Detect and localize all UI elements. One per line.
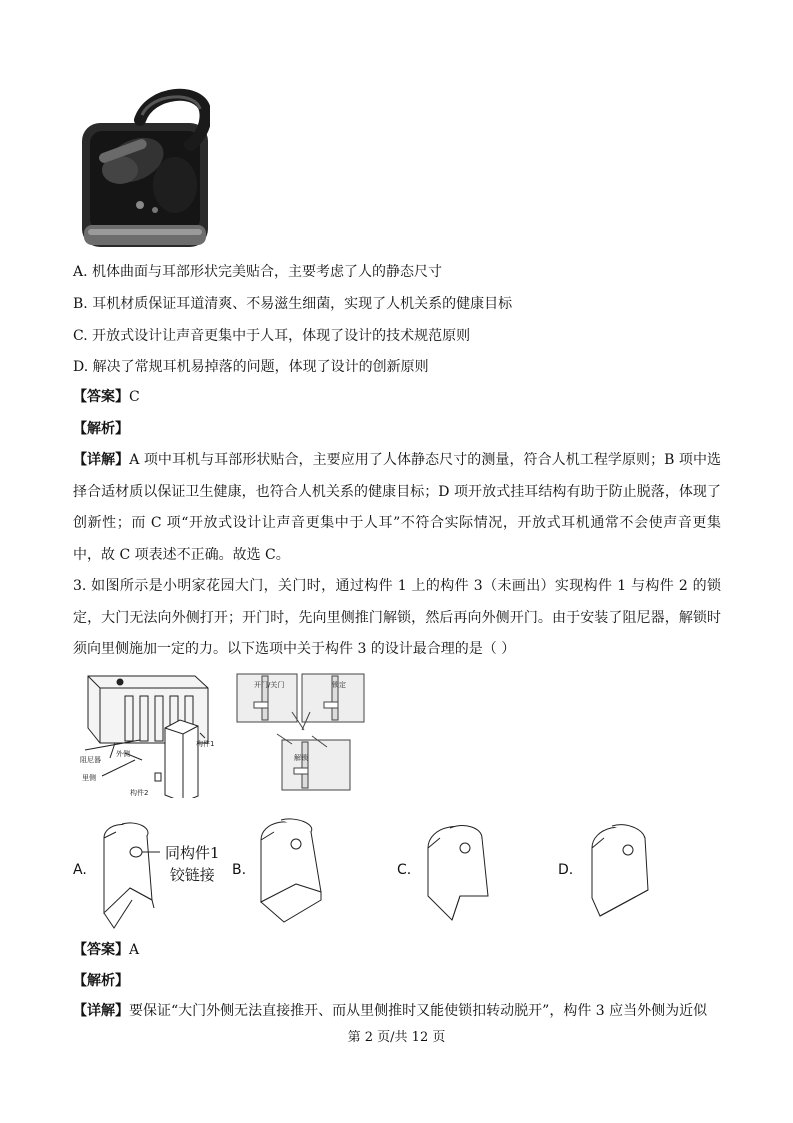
q3-option-a-label: A.: [73, 862, 87, 878]
answer-value: C: [129, 389, 140, 405]
label-inner: 里侧: [82, 774, 96, 782]
q3-option-c-shape: [420, 818, 495, 926]
option-c: C. 开放式设计让声音更集中于人耳，体现了设计的技术规范原则: [73, 328, 471, 344]
q3-option-d-label: D.: [558, 862, 574, 878]
detail-paragraph-q2: [73, 445, 721, 571]
label-outer: 外侧: [116, 750, 130, 758]
q3-option-c-label: C.: [397, 862, 412, 878]
option-a-note: [165, 842, 220, 886]
label-open-close: 开门/关门: [254, 681, 285, 689]
detail-text-q3: 要保证“大门外侧无法直接推开、而从里侧推时又能使锁扣转动脱开”，构件 3 应当外侧为近似: [129, 1003, 708, 1019]
analysis-tag-q3: 【解析】: [73, 973, 129, 989]
detail-row-q3: [73, 1001, 707, 1021]
gate-figure-left: [80, 668, 225, 798]
option-a-note-line2: 铰链接: [169, 866, 215, 884]
detail-tag: 【详解】: [73, 452, 130, 468]
label-lock: 锁定: [332, 681, 346, 689]
answer-tag: 【答案】: [73, 389, 129, 405]
earbuds-product-photo: [80, 85, 210, 250]
option-a: A. 机体曲面与耳部形状完美贴合，主要考虑了人的静态尺寸: [73, 264, 443, 280]
answer-tag-q3: 【答案】: [73, 942, 129, 958]
answer-row-q3: [73, 940, 139, 960]
answer-row: [73, 387, 140, 407]
label-unlock: 解锁: [294, 754, 308, 762]
q3-option-d-shape: [580, 818, 660, 923]
option-b: B. 耳机材质保证耳道清爽、不易滋生细菌，实现了人机关系的健康目标: [73, 296, 513, 312]
q3-option-b-shape: [256, 812, 336, 930]
option-d: D. 解决了常规耳机易掉落的问题，体现了设计的创新原则: [73, 359, 429, 375]
analysis-tag: 【解析】: [73, 421, 129, 437]
detail-text: A 项中耳机与耳部形状贴合，主要应用了人体静态尺寸的测量，符合人机工程学原则；B 项中选择合适材质以保证卫生健康，也符合人机关系的健康目标；D 项开放式挂耳结构有助于防止脱落，体现了创新性；而 C 项“开放式设计让声音更集中于人耳”不符合实际情况，开放式耳机通常不会使声音更集中，故 C 项表述不正确。故选 C。: [73, 452, 722, 563]
answer-value-q3: A: [129, 942, 140, 958]
question-3-text: 3. 如图所示是小明家花园大门，关门时，通过构件 1 上的构件 3（未画出）实现构件 1 与构件 2 的锁定，大门无法向外侧打开；开门时，先向里侧推门解锁，然后再向外侧开门。由于安装了阻尼器，解锁时须向里侧施加一定的力。以下选项中关于构件 3 的设计最合理的是（ ）: [73, 578, 721, 657]
label-part2: 构件2: [130, 789, 149, 797]
label-damper: 阻尼器: [80, 756, 101, 764]
label-part1: 构件1: [196, 740, 215, 748]
gate-figure-right: [232, 672, 370, 797]
page-footer: 第 2 页/共 12 页: [347, 1030, 446, 1045]
detail-tag-q3: 【详解】: [73, 1003, 129, 1019]
q3-option-b-label: B.: [232, 862, 247, 878]
option-a-note-line1: 同构件1: [165, 844, 220, 862]
